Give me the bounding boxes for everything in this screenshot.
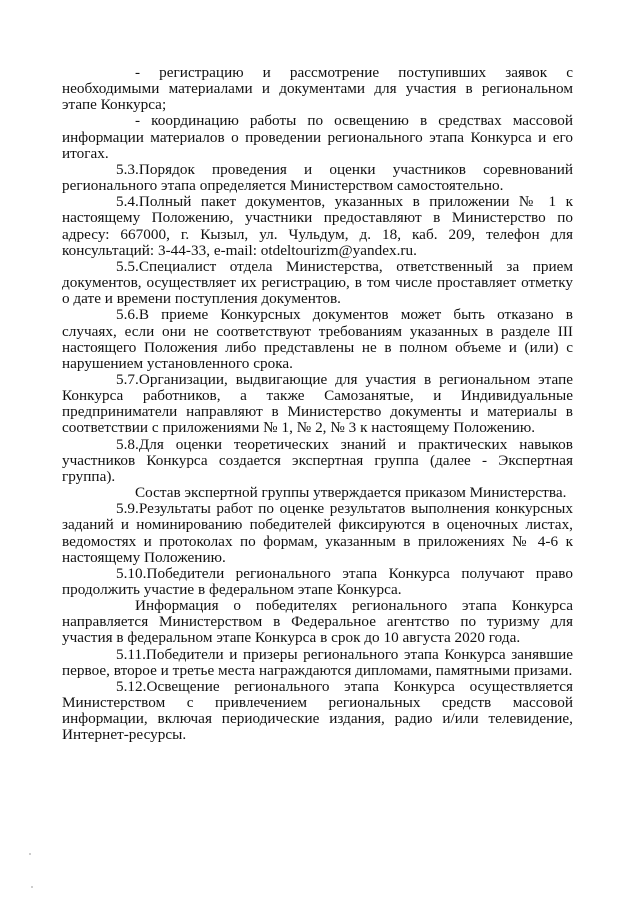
paragraph-number: 5.10. bbox=[116, 564, 147, 582]
paragraph-text: - координацию работы по освещению в средствах массовой информации материалов о проведении регионального этапа Конкурса и его итогах. bbox=[62, 112, 573, 162]
paragraph-text: Состав экспертной группы утверждается приказом Министерства. bbox=[135, 484, 567, 502]
paragraph-text: Специалист отдела Министерства, ответственный за прием документов, осуществляет их регистрацию, в том числе проставляет отметку о дате и времени поступления документов. bbox=[62, 257, 573, 308]
paragraph-5-3 bbox=[62, 162, 573, 194]
paragraph-number: 5.12. bbox=[116, 677, 147, 695]
paragraph-5-11 bbox=[62, 647, 573, 679]
paragraph-number: 5.9. bbox=[116, 500, 139, 518]
paragraph-text: Полный пакет документов, указанных в приложении № 1 к настоящему Положению, участники предоставляют в Министерство по адресу: 667000, г. Кызыл, ул. Чульдум, д. 18, каб. 209, телефон для консультаций: 3-44-33, e-mail: otdeltourizm@yandex.ru. bbox=[62, 193, 573, 259]
paragraph-5-7 bbox=[62, 372, 573, 437]
paragraph-number: 5.6. bbox=[116, 306, 139, 324]
paragraph-number: 5.3. bbox=[116, 160, 139, 178]
paragraph-5-8 bbox=[62, 437, 573, 485]
paragraph-5-9 bbox=[62, 501, 573, 566]
document-body bbox=[62, 65, 573, 744]
paragraph-5-4 bbox=[62, 194, 573, 259]
paragraph-expert-group-composition bbox=[62, 485, 573, 501]
paragraph-5-6 bbox=[62, 307, 573, 372]
paragraph-number: 5.8. bbox=[116, 435, 139, 453]
paragraph-5-5 bbox=[62, 259, 573, 307]
paragraph-text: Победители и призеры регионального этапа Конкурса занявшие первое, второе и третье места награждаются дипломами, памятными призами. bbox=[62, 645, 573, 679]
paragraph-number: 5.5. bbox=[116, 257, 139, 275]
paragraph-text: Порядок проведения и оценки участников соревнований регионального этапа определяется Министерством самостоятельно. bbox=[62, 160, 573, 195]
paragraph-number: 5.7. bbox=[116, 370, 139, 388]
scan-speck bbox=[31, 886, 33, 888]
paragraph-media-coordination bbox=[62, 113, 573, 161]
paragraph-number: 5.11. bbox=[116, 645, 146, 663]
paragraph-number: 5.4. bbox=[116, 193, 139, 211]
paragraph-text: Победители регионального этапа Конкурса получают право продолжить участие в федеральном этапе Конкурса. bbox=[62, 564, 573, 598]
paragraph-5-10 bbox=[62, 566, 573, 598]
paragraph-text: Для оценки теоретических знаний и практических навыков участников Конкурса создается экспертная группа (далее - Экспертная группа). bbox=[62, 435, 573, 485]
paragraph-registration bbox=[62, 65, 573, 113]
paragraph-text: Освещение регионального этапа Конкурса осуществляется Министерством с привлечением региональных средств массовой информации, включая периодические издания, радио и/или телевидение, Интернет-ресурсы. bbox=[62, 677, 573, 744]
paragraph-winner-information bbox=[62, 598, 573, 646]
paragraph-text: В приеме Конкурсных документов может быть отказано в случаях, если они не соответствуют требованиям указанных в разделе III настоящего Положения либо представлены не в полном объеме и (или) с нарушением установленного срока. bbox=[62, 306, 573, 372]
paragraph-text: Организации, выдвигающие для участия в региональном этапе Конкурса работников, а также Самозанятые, и Индивидуальные предприниматели направляют в Министерство документы и материалы в соответствии с приложениями № 1, № 2, № 3 к настоящему Положению. bbox=[62, 370, 573, 437]
paragraph-5-12 bbox=[62, 679, 573, 744]
scan-speck bbox=[29, 853, 31, 855]
paragraph-text: Результаты работ по оценке результатов выполнения конкурсных заданий и номинированию победителей фиксируются в оценочных листах, ведомостях и протоколах по формам, указанным в приложениях № 4-6 к настоящему Положению. bbox=[62, 500, 573, 566]
paragraph-text: Информация о победителях регионального этапа Конкурса направляется Министерством в Федеральное агентство по туризму для участия в федеральном этапе Конкурса в срок до 10 августа 2020 года. bbox=[62, 597, 573, 647]
paragraph-text: - регистрацию и рассмотрение поступивших заявок с необходимыми материалами и документами для участия в региональном этапе Конкурса; bbox=[62, 64, 573, 114]
